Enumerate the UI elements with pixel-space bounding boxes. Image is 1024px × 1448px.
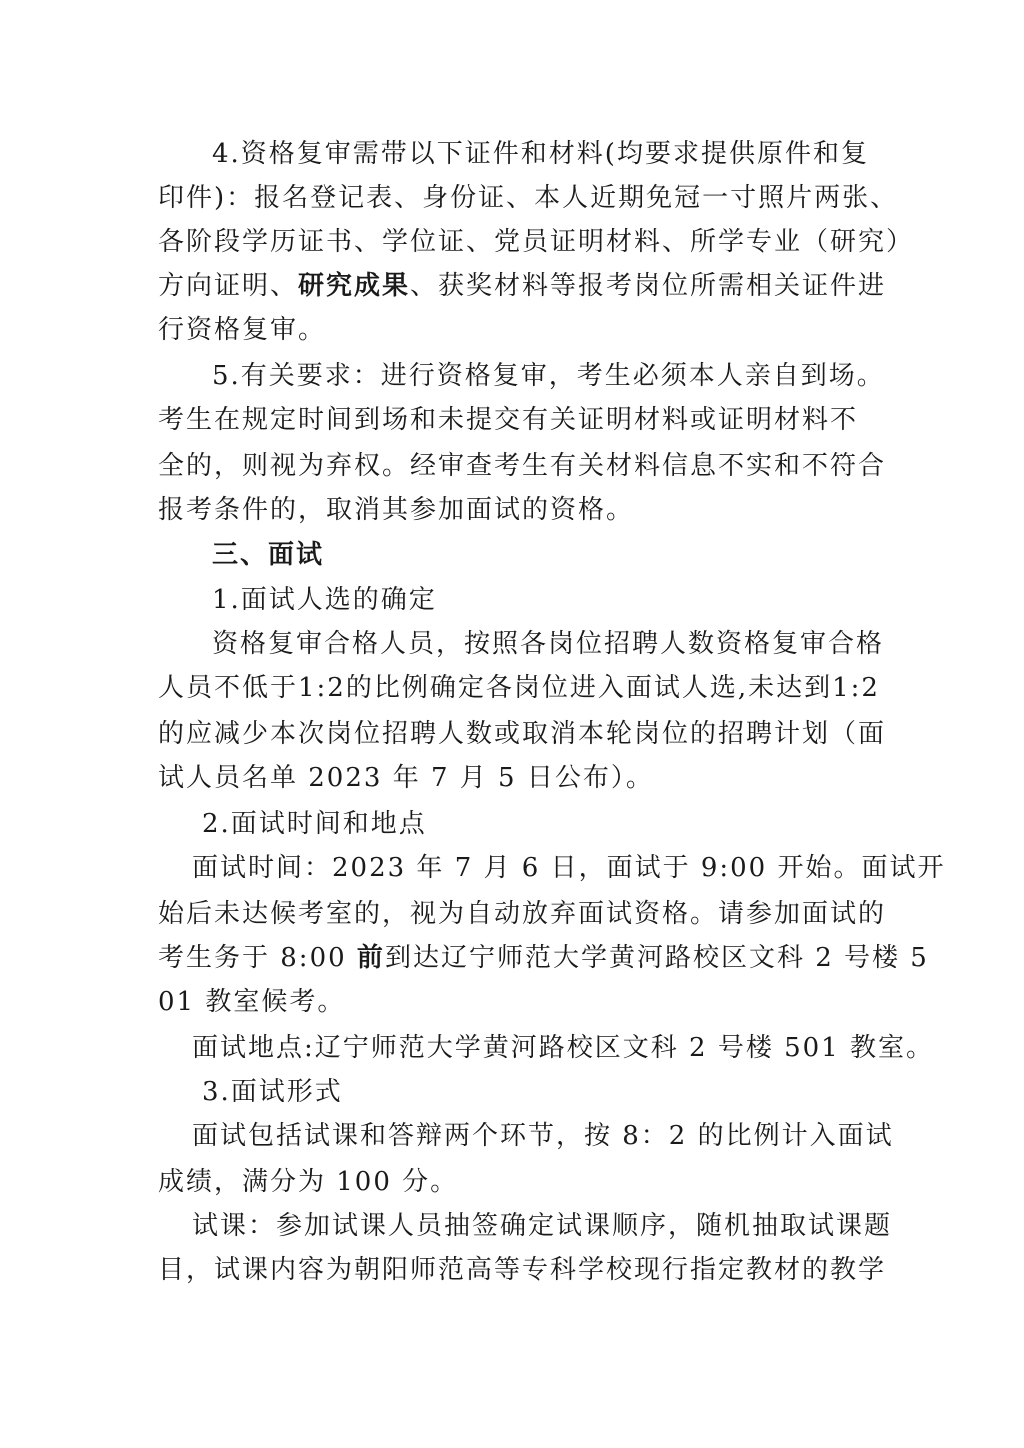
text-line	[202, 804, 872, 844]
text-run: 面试包括试课和答辩两个环节，按 8：2 的比例计入面试	[192, 1121, 894, 1151]
text-line	[212, 624, 885, 664]
text-run: 考生在规定时间到场和未提交有关证明材料或证明材料不	[158, 405, 859, 435]
text-line	[158, 446, 887, 486]
text-run: 成绩，满分为 100 分。	[158, 1167, 459, 1197]
text-line	[158, 310, 870, 350]
text-run: 人员不低于1:2的比例确定各岗位进入面试人选,未达到1:2	[158, 673, 880, 703]
text-line	[192, 1206, 893, 1246]
text-line	[192, 1116, 894, 1156]
text-run-bold: 三、面试	[212, 540, 325, 570]
text-run: 5.有关要求：进行资格复审，考生必须本人亲自到场。	[212, 361, 885, 391]
text-run: 考生务于 8:00	[158, 943, 357, 973]
text-run: 01 教室候考。	[158, 987, 346, 1017]
text-run: 4.资格复审需带以下证件和材料(均要求提供原件和复	[212, 139, 869, 169]
text-run: 报考条件的，取消其参加面试的资格。	[158, 495, 635, 525]
text-run: 各阶段学历证书、学位证、党员证明材料、所学专业（研究）	[158, 227, 915, 257]
text-line	[158, 178, 899, 218]
text-run: 目，试课内容为朝阳师范高等专科学校现行指定教材的教学	[158, 1255, 887, 1285]
text-line	[212, 356, 885, 396]
text-run-bold: 前	[356, 943, 385, 973]
text-run: 、获奖材料等报考岗位所需相关证件进	[410, 271, 887, 301]
text-run: 的应减少本次岗位招聘人数或取消本轮岗位的招聘计划（面	[158, 719, 887, 749]
text-run: 试课：参加试课人员抽签确定试课顺序，随机抽取试课题	[192, 1211, 893, 1241]
text-line	[192, 1028, 934, 1068]
text-line	[158, 490, 870, 530]
text-run: 到达辽宁师范大学黄河路校区文科 2 号楼 5	[384, 943, 929, 973]
text-run: 行资格复审。	[158, 315, 327, 345]
text-run: 3.面试形式	[202, 1077, 343, 1107]
text-run: 试人员名单 2023 年 7 月 5 日公布）。	[158, 763, 654, 793]
text-line	[158, 1162, 870, 1202]
text-line	[192, 848, 946, 888]
text-run: 1.面试人选的确定	[212, 585, 437, 615]
text-line	[202, 1072, 872, 1112]
text-line	[158, 266, 887, 306]
text-line	[158, 938, 929, 978]
text-run: 方向证明、	[158, 271, 299, 301]
text-line	[158, 982, 870, 1022]
text-line	[212, 580, 872, 620]
text-run: 资格复审合格人员，按照各岗位招聘人数资格复审合格	[212, 629, 885, 659]
text-run: 始后未达候考室的，视为自动放弃面试资格。请参加面试的	[158, 899, 887, 929]
text-run: 全的，则视为弃权。经审查考生有关材料信息不实和不符合	[158, 451, 887, 481]
section-heading	[212, 535, 872, 575]
text-run: 面试时间：2023 年 7 月 6 日，面试于 9:00 开始。面试开	[192, 853, 946, 883]
text-line	[158, 894, 887, 934]
text-run: 印件)：报名登记表、身份证、本人近期免冠一寸照片两张、	[158, 183, 899, 213]
text-line	[158, 758, 870, 798]
text-line	[158, 1250, 887, 1290]
text-run: 2.面试时间和地点	[202, 809, 427, 839]
text-line	[158, 714, 887, 754]
text-run-bold: 研究成果	[298, 271, 411, 301]
text-line	[212, 134, 872, 174]
text-run: 面试地点:辽宁师范大学黄河路校区文科 2 号楼 501 教室。	[192, 1033, 934, 1063]
text-line	[158, 222, 915, 262]
text-line	[158, 668, 880, 708]
text-line	[158, 400, 870, 440]
